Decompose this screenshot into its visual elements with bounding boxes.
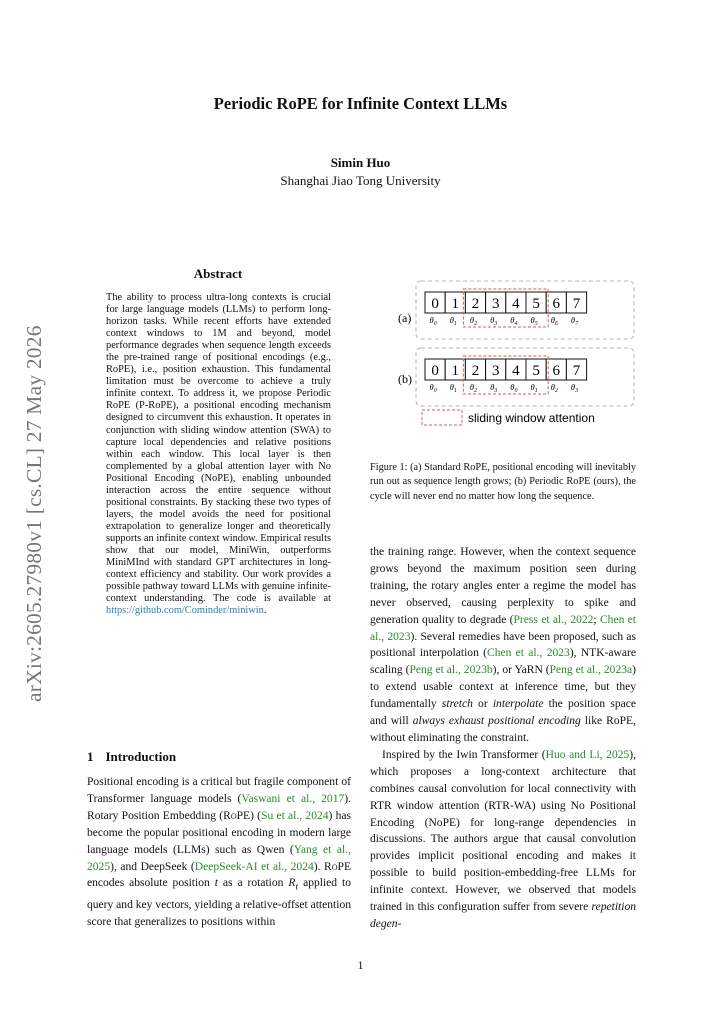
row-a-theta-label: $\theta_0$ <box>429 315 437 327</box>
row-a-theta-label: $\theta_5$ <box>530 315 538 327</box>
abstract-body <box>106 292 331 617</box>
intro-paragraph-left: Positional encoding is a critical but fragile component of Transformer language models (Vaswani et al., 2017). Rotary Position Embedding (RoPE) (Su et al., 2024) has become the popular positional encoding in modern large language models (LLMs) such as Qwen (Yang et al., 2025), and DeepSeek (DeepSeek-AI et al., 2024). RoPE encodes absolute position t as a rotation $R_t$ applied to query and key vectors, yielding a relative-offset attention score that generalizes to positions within <box>87 776 352 928</box>
author-name: Simin Huo <box>330 155 391 170</box>
panel-a-label: (a) <box>398 311 412 325</box>
sequence-row-b <box>425 356 587 394</box>
abstract-text: The ability to process ultra-long contexts is crucial for large language models (LLMs) to perform long-horizon tasks. While recent efforts have extended context windows to 1M and beyond, model performance degrades when sequence length exceeds the pre-trained range of positional encodings (e.g., RoPE), i.e., position exhaustion. This fundamental limitation must be overcome to achieve a truly infinite context. To address it, we propose Periodic RoPE (P-RoPE), a positional encoding mechanism designed to circumvent this exhaustion. It operates in conjunction with sliding window attention (SWA) to capture local dependencies and relative positions within each window. This local layer is then complemented by a global attention layer with No Positional Encoding (NoPE), enabling unbounded interaction across the entire sequence without positional constraints. By stacking these two types of layers, the model avoids the need for positional extrapolation to generalize longer and theoretically supports an infinite context window. Empirical results show that our model, MiniWin, outperforms MiniMInd with standard GPT architectures in long-context efficiency and stability. Our work provides a possible pathway toward LLMs with genuine infinite-context understanding. The code is available at <box>106 292 331 605</box>
citation-link[interactable]: Chen et al., 2023 <box>370 613 637 643</box>
citation-link[interactable]: Peng et al., 2023b <box>409 664 493 677</box>
row-a-cell-label: 4 <box>512 296 520 312</box>
abstract-heading: Abstract <box>193 266 243 281</box>
paper-title: Periodic RoPE for Infinite Context LLMs <box>213 94 508 113</box>
arxiv-stamp: arXiv:2605.27980v1 [cs.CL] 27 May 2026 <box>22 325 46 702</box>
row-b-cell-label: 1 <box>451 363 460 379</box>
row-b-cell-label: 4 <box>512 363 520 379</box>
citation-link[interactable]: Huo and Li, 2025 <box>545 748 630 761</box>
legend-swatch <box>422 410 462 425</box>
legend-label: sliding window attention <box>468 411 595 425</box>
row-a-cell-label: 6 <box>552 296 561 312</box>
row-b-cell-label: 3 <box>491 363 500 379</box>
row-b-theta-label: $\theta_0$ <box>429 382 437 394</box>
row-b-cell-label: 2 <box>471 363 480 379</box>
figure-1-diagram <box>370 276 636 436</box>
row-b-theta-label: $\theta_3$ <box>490 382 498 394</box>
sequence-row-a <box>425 289 587 327</box>
row-a-theta-label: $\theta_7$ <box>570 315 579 327</box>
citation-link[interactable]: Su et al., 2024 <box>261 809 329 822</box>
panel-b-label: (b) <box>398 372 412 386</box>
row-b-cell-label: 5 <box>532 363 540 379</box>
body-paragraph: the training range. However, when the context sequence grows beyond the maximum position seen during training, the rotary angles enter a regime the model has never observed, causing perplexity to spike and generation quality to degrade (Press et al., 2022; Chen et al., 2023). Several remedies have been proposed, such as positional interpolation (Chen et al., 2023), NTK-aware scaling (Peng et al., 2023b), or YaRN (Peng et al., 2023a) to extend usable context at inference time, but they fundamentally stretch or interpolate the position space and will always exhaust positional encoding like RoPE, without eliminating the constraint. <box>370 546 637 744</box>
page-number: 1 <box>357 960 364 972</box>
row-a-theta-label: $\theta_6$ <box>550 315 558 327</box>
row-a-theta-label: $\theta_3$ <box>490 315 498 327</box>
row-b-theta-label: $\theta_1$ <box>530 382 538 394</box>
row-a-cell-label: 5 <box>532 296 540 312</box>
row-b-theta-label: $\theta_1$ <box>449 382 457 394</box>
figure-1-caption: Figure 1: (a) Standard RoPE, positional encoding will inevitably run out as sequence length grows; (b) Periodic RoPE (ours), the cycle will never end no matter how long the sequence. <box>370 462 636 502</box>
body-paragraph: Inspired by the Iwin Transformer (Huo and Li, 2025), which proposes a long-context architecture that combines causal convolution for local connectivity with RTR window attention (RTR-WA) using No Positional Encoding (NoPE) for long-range dependencies in discussions. The authors argue that causal convolution provides implicit positional encoding and makes it possible to build position-embedding-free LLMs for infinite context. However, we observed that models trained in this configuration suffer from severe repetition degen- <box>370 748 636 930</box>
citation-link[interactable]: Yang et al., 2025 <box>87 843 351 873</box>
author-affiliation: Shanghai Jiao Tong University <box>280 173 441 188</box>
row-a-cell-label: 0 <box>431 296 439 312</box>
section-title: Introduction <box>105 749 177 764</box>
row-a-theta-label: $\theta_4$ <box>510 315 518 327</box>
row-a-cell-label: 3 <box>491 296 500 312</box>
code-link[interactable]: https://github.com/Cominder/miniwin <box>106 605 264 617</box>
row-b-cell-label: 7 <box>572 363 581 379</box>
row-a-theta-label: $\theta_2$ <box>469 315 478 327</box>
citation-link[interactable]: Peng et al., 2023a <box>549 664 633 677</box>
row-b-cell-label: 6 <box>552 363 561 379</box>
row-b-cell-label: 0 <box>431 363 439 379</box>
citation-link[interactable]: DeepSeek-AI et al., 2024 <box>194 860 314 873</box>
row-a-cell-label: 7 <box>572 296 581 312</box>
row-a-cell-label: 1 <box>451 296 460 312</box>
citation-link[interactable]: Vaswani et al., 2017 <box>241 792 345 805</box>
abstract-end: . <box>263 605 267 617</box>
intro-paragraphs-right <box>370 544 636 933</box>
section-heading-introduction <box>87 749 176 765</box>
row-a-theta-label: $\theta_1$ <box>449 315 457 327</box>
row-b-theta-label: $\theta_3$ <box>570 382 579 394</box>
row-a-cell-label: 2 <box>471 296 480 312</box>
row-b-theta-label: $\theta_2$ <box>469 382 478 394</box>
row-b-theta-label: $\theta_0$ <box>510 382 518 394</box>
citation-link[interactable]: Chen et al., 2023 <box>487 647 570 660</box>
row-b-theta-label: $\theta_2$ <box>550 382 558 394</box>
citation-link[interactable]: Press et al., 2022 <box>513 613 594 626</box>
section-number: 1 <box>87 749 94 764</box>
